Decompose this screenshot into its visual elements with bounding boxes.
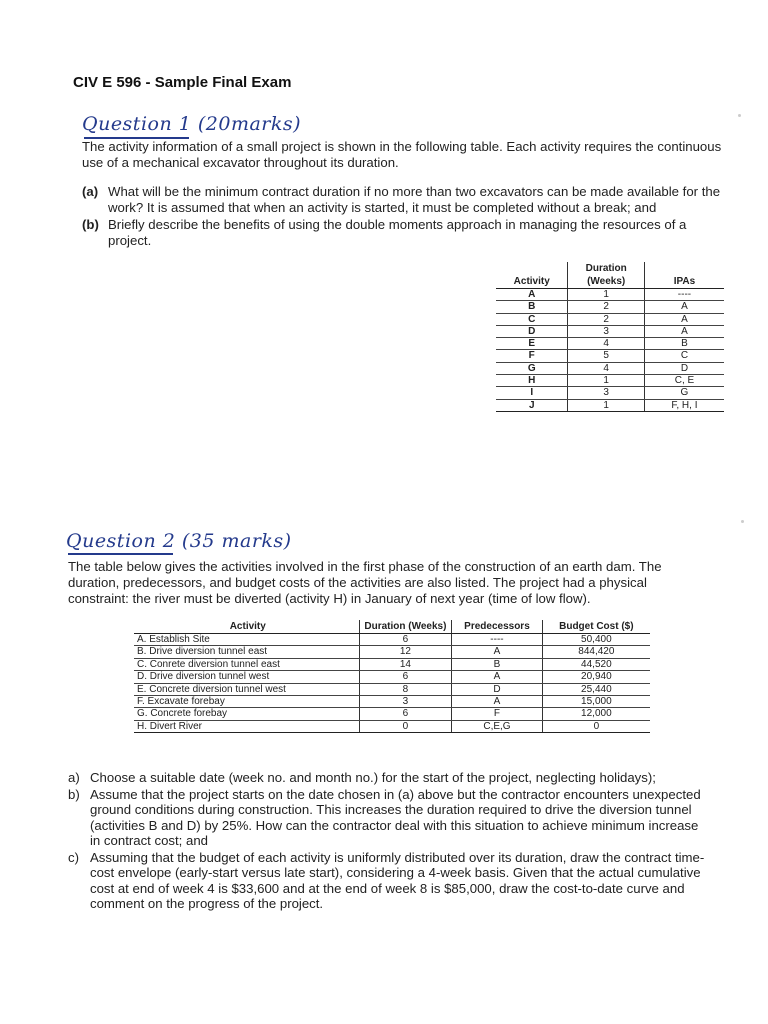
cell-ipas: B: [644, 338, 724, 350]
activity-table-body: [496, 289, 724, 412]
question-2-heading: Question 2 (35 marks): [66, 530, 292, 552]
cell-duration: 2: [568, 301, 644, 313]
col-duration-header: Duration (Weeks): [359, 620, 452, 634]
table-row: [134, 671, 650, 683]
scan-speck: [741, 520, 744, 523]
part-text: Briefly describe the benefits of using the double moments approach in managing the resources of a project.: [108, 217, 687, 248]
earth-dam-table-body: [134, 634, 650, 733]
part-text: Assume that the project starts on the date chosen in (a) above but the contractor encounters unexpected ground conditions during construction. This increases the duration required to drive the diversion tunnel (activities B and D) by 25%. How can the contractor deal with this situation to achieve minimum increase in contract cost; and: [90, 786, 701, 848]
cell-activity: J: [496, 399, 568, 411]
cell-duration: 6: [359, 634, 452, 646]
question-2-underline: [68, 553, 173, 555]
table-row: [496, 362, 724, 374]
cell-predecessors: A: [452, 646, 542, 658]
part-text: What will be the minimum contract duration if no more than two excavators can be made available for the work? It is assumed that when an activity is started, it must be completed without a break; and: [108, 184, 721, 215]
cell-activity: I: [496, 387, 568, 399]
cell-duration: 14: [359, 658, 452, 670]
cell-activity: A: [496, 289, 568, 301]
cell-ipas: D: [644, 362, 724, 374]
table-row: [496, 375, 724, 387]
cell-ipas: ----: [644, 289, 724, 301]
table-row: [134, 683, 650, 695]
cell-duration: 5: [568, 350, 644, 362]
table-header-row: [496, 262, 724, 289]
question-1-intro: The activity information of a small project is shown in the following table. Each activity requires the continuous use of a mechanical excavator throughout its duration.: [82, 139, 722, 170]
cell-duration: 3: [359, 696, 452, 708]
earth-dam-activity-table: [134, 620, 650, 733]
cell-predecessors: A: [452, 671, 542, 683]
table-row: [496, 301, 724, 313]
cell-duration: 3: [568, 325, 644, 337]
question-2-part-c: [68, 850, 708, 912]
cell-activity: F: [496, 350, 568, 362]
part-label: a): [68, 770, 80, 785]
cell-duration: 1: [568, 375, 644, 387]
table-row: [134, 658, 650, 670]
cell-ipas: C: [644, 350, 724, 362]
part-text: Choose a suitable date (week no. and month no.) for the start of the project, neglecting holidays);: [90, 770, 656, 785]
page-title: CIV E 596 - Sample Final Exam: [73, 74, 292, 91]
table-row: [496, 338, 724, 350]
question-1-heading: Question 1 (20marks): [82, 113, 302, 135]
cell-activity: H. Divert River: [134, 720, 359, 732]
cell-predecessors: B: [452, 658, 542, 670]
cell-predecessors: ----: [452, 634, 542, 646]
cell-budget-cost: 844,420: [542, 646, 650, 658]
cell-duration: 4: [568, 338, 644, 350]
cell-activity: H: [496, 375, 568, 387]
cell-ipas: A: [644, 313, 724, 325]
table-row: [496, 289, 724, 301]
cell-budget-cost: 44,520: [542, 658, 650, 670]
cell-budget-cost: 20,940: [542, 671, 650, 683]
question-2-parts: [68, 770, 708, 912]
cell-predecessors: A: [452, 696, 542, 708]
question-2-part-b: [68, 787, 708, 849]
table-row: [134, 696, 650, 708]
cell-activity: C: [496, 313, 568, 325]
cell-activity: G: [496, 362, 568, 374]
cell-duration: 4: [568, 362, 644, 374]
table-row: [134, 634, 650, 646]
cell-activity: F. Excavate forebay: [134, 696, 359, 708]
cell-activity: C. Conrete diversion tunnel east: [134, 658, 359, 670]
cell-duration: 2: [568, 313, 644, 325]
cell-activity: B: [496, 301, 568, 313]
cell-duration: 12: [359, 646, 452, 658]
col-budget-header: Budget Cost ($): [542, 620, 650, 634]
col-predecessors-header: Predecessors: [452, 620, 542, 634]
cell-duration: 6: [359, 671, 452, 683]
col-activity-header: Activity: [496, 262, 568, 289]
question-1-parts: [82, 184, 722, 248]
table-header-row: [134, 620, 650, 634]
part-label: b): [68, 786, 80, 802]
cell-budget-cost: 15,000: [542, 696, 650, 708]
question-1-part-b: [82, 217, 722, 248]
cell-duration: 1: [568, 399, 644, 411]
col-ipas-header: IPAs: [644, 262, 724, 289]
cell-duration: 6: [359, 708, 452, 720]
cell-activity: B. Drive diversion tunnel east: [134, 646, 359, 658]
col-activity-header: Activity: [134, 620, 359, 634]
cell-duration: 0: [359, 720, 452, 732]
cell-duration: 1: [568, 289, 644, 301]
table-row: [134, 708, 650, 720]
cell-predecessors: F: [452, 708, 542, 720]
table-row: [496, 387, 724, 399]
table-row: [496, 399, 724, 411]
cell-ipas: G: [644, 387, 724, 399]
cell-ipas: C, E: [644, 375, 724, 387]
table-row: [134, 646, 650, 658]
cell-ipas: A: [644, 325, 724, 337]
table-row: [496, 350, 724, 362]
part-label: (b): [82, 217, 99, 232]
table-row: [496, 325, 724, 337]
cell-activity: G. Concrete forebay: [134, 708, 359, 720]
cell-activity: D: [496, 325, 568, 337]
scan-speck: [738, 114, 741, 117]
cell-ipas: A: [644, 301, 724, 313]
cell-duration: 8: [359, 683, 452, 695]
cell-duration: 3: [568, 387, 644, 399]
table-row: [134, 720, 650, 732]
part-label: (a): [82, 184, 99, 199]
cell-activity: E. Concrete diversion tunnel west: [134, 683, 359, 695]
cell-budget-cost: 12,000: [542, 708, 650, 720]
cell-ipas: F, H, I: [644, 399, 724, 411]
cell-predecessors: D: [452, 683, 542, 695]
cell-activity: E: [496, 338, 568, 350]
activity-table: [496, 262, 724, 412]
part-text: Assuming that the budget of each activity is uniformly distributed over its duration, draw the contract time-cost envelope (early-start versus late start), considering a 4-week basis. Given that the actual cumulative cost at end of week 4 is $33,600 and at the end of week 8 is $85,000, draw the cost-to-date curve and comment on the progress of the project.: [90, 849, 705, 911]
cell-activity: A. Establish Site: [134, 634, 359, 646]
question-1-part-a: [82, 184, 722, 215]
question-2-part-a: [68, 770, 708, 786]
cell-budget-cost: 25,440: [542, 683, 650, 695]
question-2-intro: The table below gives the activities involved in the first phase of the construction of an earth dam. The duration, predecessors, and budget costs of the activities are also listed. The project had a physical constraint: the river must be diverted (activity H) in January of next year (time of low flow).: [68, 559, 662, 606]
cell-predecessors: C,E,G: [452, 720, 542, 732]
cell-budget-cost: 0: [542, 720, 650, 732]
cell-activity: D. Drive diversion tunnel west: [134, 671, 359, 683]
part-label: c): [68, 849, 79, 865]
col-duration-header: Duration (Weeks): [568, 262, 644, 289]
table-row: [496, 313, 724, 325]
cell-budget-cost: 50,400: [542, 634, 650, 646]
